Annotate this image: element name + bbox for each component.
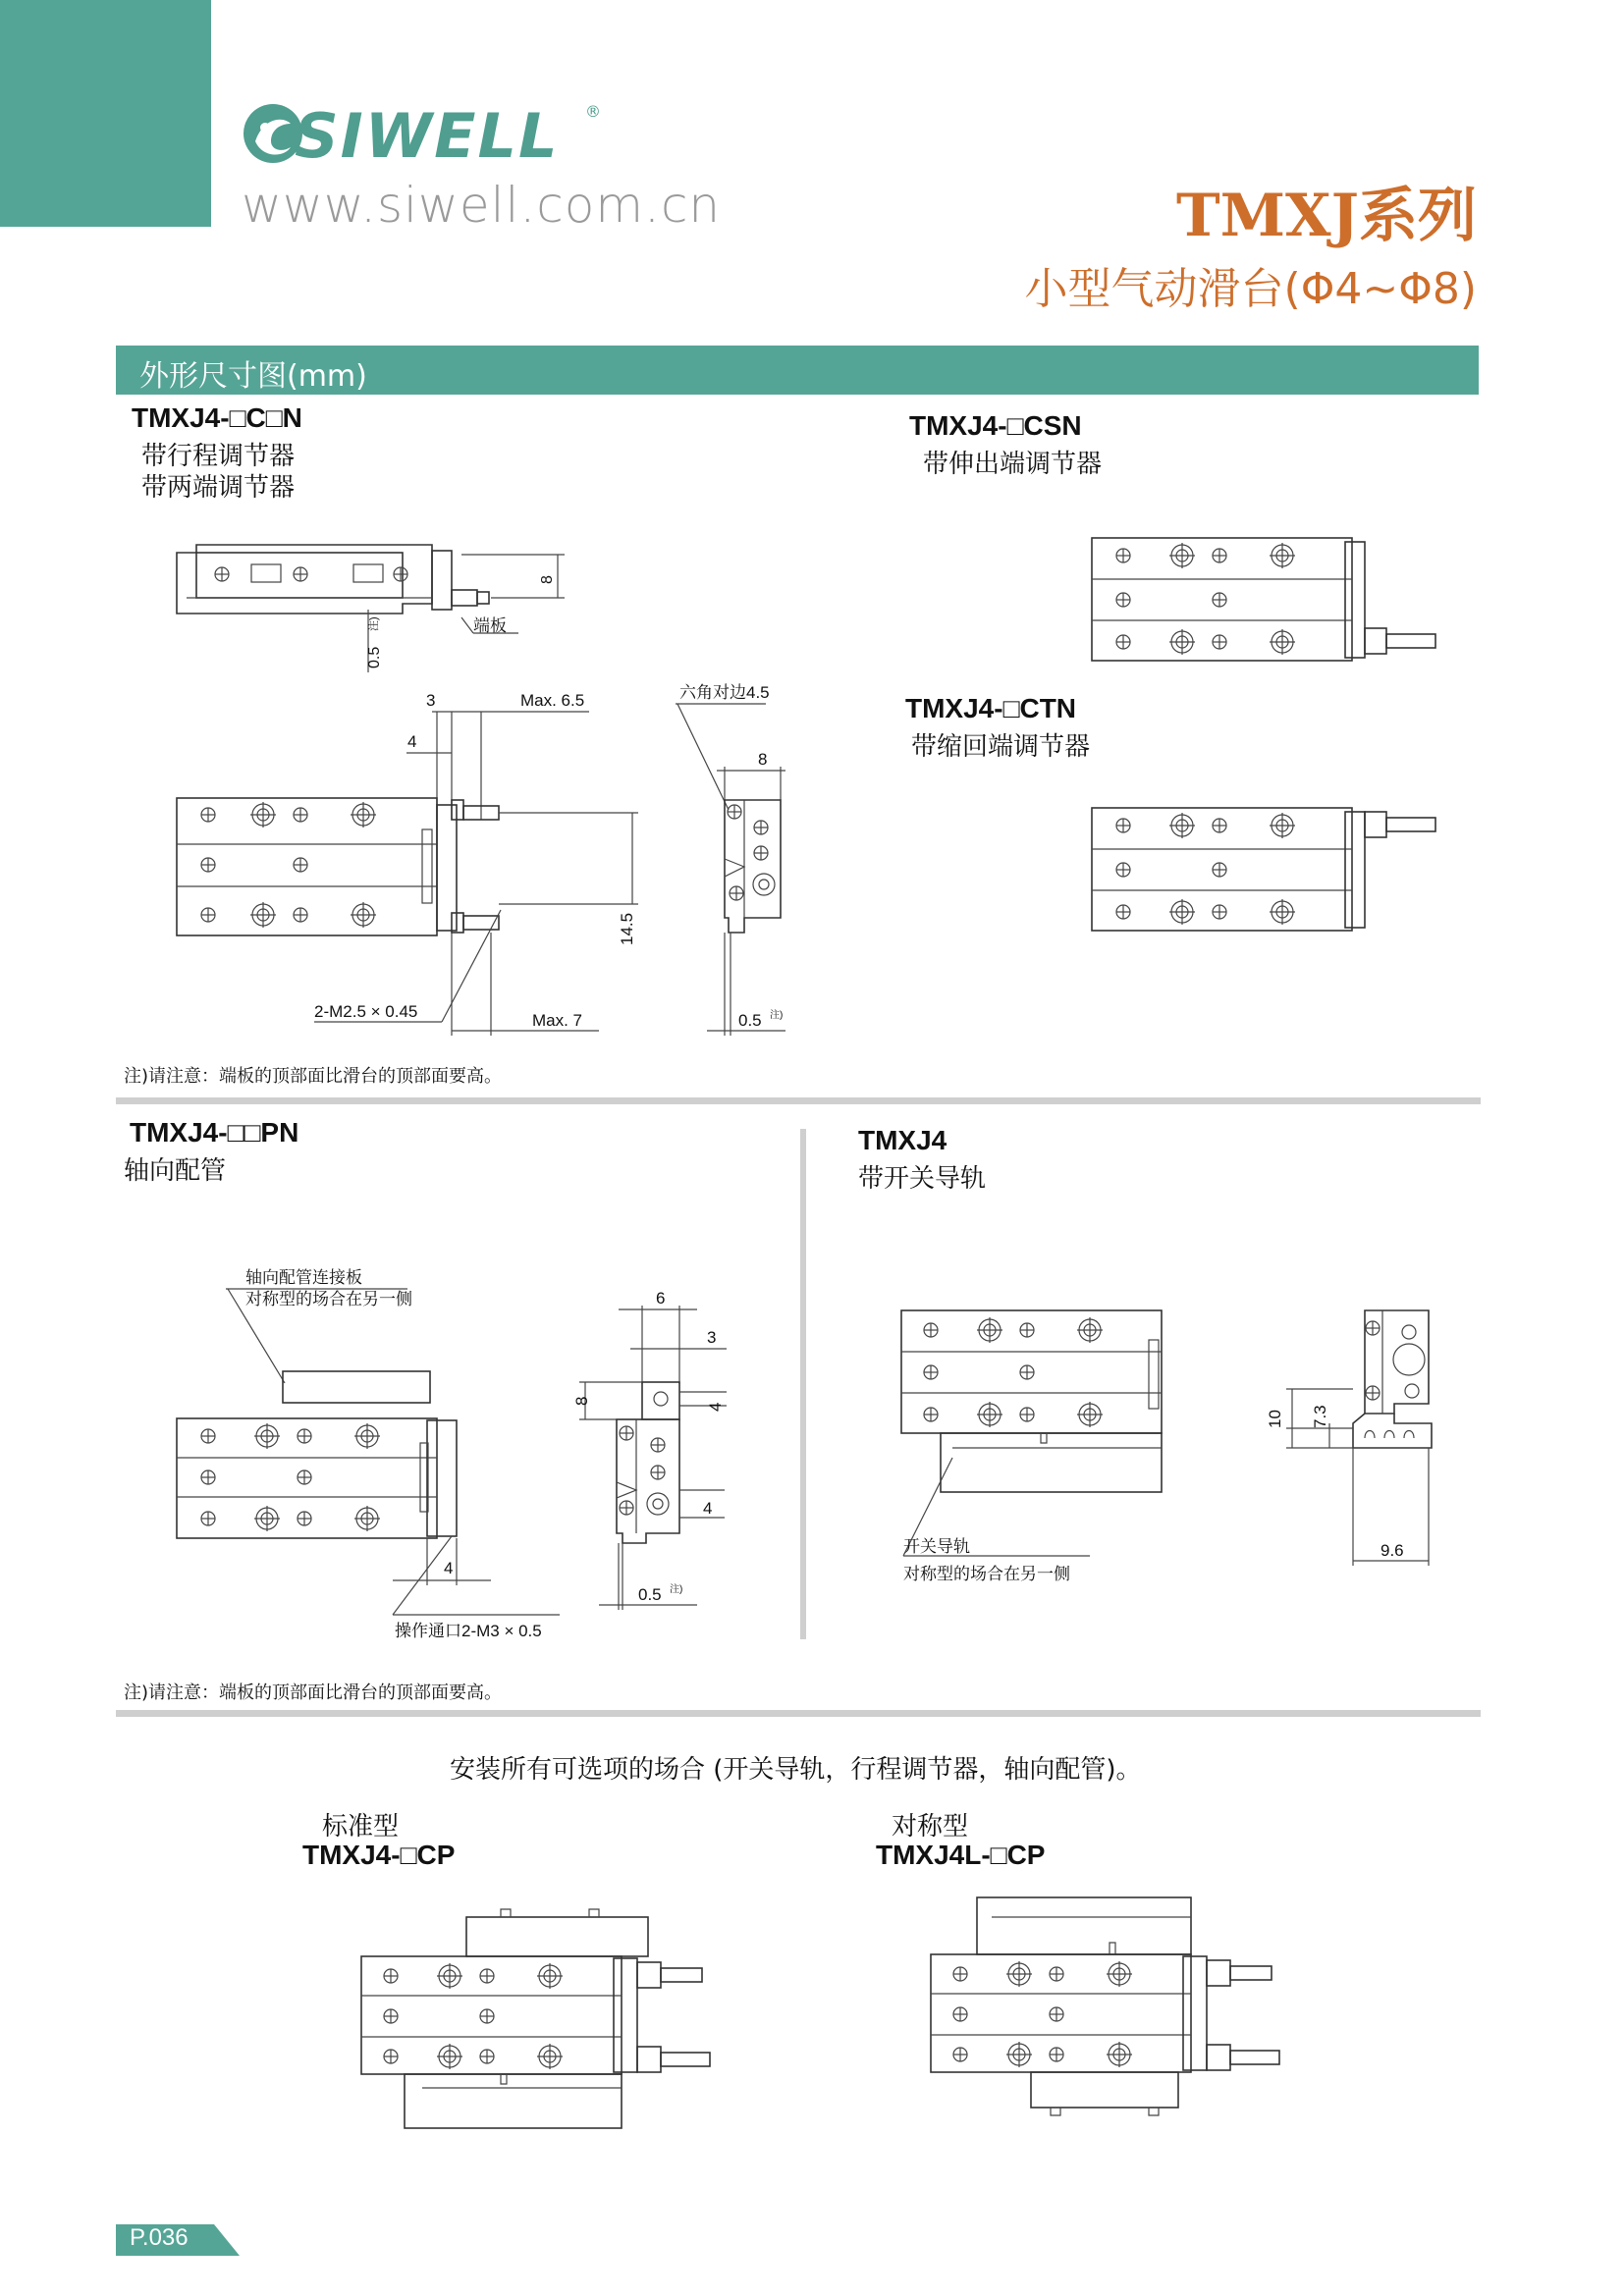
block4-dim-05: 0.5 <box>638 1585 662 1604</box>
block1-dim-05: 0.5 <box>366 646 383 668</box>
block5-model: TMXJ4 <box>858 1125 947 1155</box>
block4-port-label: 操作通口2-M3 × 0.5 <box>395 1622 542 1640</box>
block1-note-mark: 注) <box>368 616 380 631</box>
all-options-caption: 安装所有可选项的场合 (开关导轨，行程调节器，轴向配管)。 <box>450 1755 1142 1785</box>
block4-sym-label: 对称型的场合在另一侧 <box>245 1290 412 1308</box>
block3-model: TMXJ4-□CTN <box>905 693 1077 723</box>
standard-type-label: 标准型 <box>322 1812 400 1842</box>
block4-top-view <box>167 1261 560 1654</box>
block5-top-view <box>884 1301 1178 1595</box>
block4-model: TMXJ4-□□PN <box>130 1117 299 1148</box>
standard-drawing <box>353 1899 727 2145</box>
block5-dim-73: 7.3 <box>1311 1405 1329 1428</box>
series-title: TMXJ系列 <box>1175 182 1477 250</box>
divider-rule-2 <box>116 1710 1481 1717</box>
divider-rule-1 <box>116 1097 1481 1104</box>
block5-rail-label: 开关导轨 <box>903 1537 970 1556</box>
block4-dim-8: 8 <box>572 1396 591 1406</box>
block4-dim-3: 3 <box>707 1328 717 1347</box>
symmetric-model: TMXJ4L-□CP <box>876 1840 1046 1870</box>
block1-thread: 2-M2.5 × 0.45 <box>314 1002 418 1021</box>
block1-dim-8: 8 <box>539 575 556 584</box>
block4-dim-4a: 4 <box>444 1559 454 1577</box>
series-subtitle: 小型气动滑台(Φ4~Φ8) <box>1024 264 1477 314</box>
block4-dim-4b: 4 <box>706 1402 725 1412</box>
block5-desc: 带开关导轨 <box>858 1164 987 1194</box>
block4-end-view <box>560 1276 736 1649</box>
header-teal-block <box>0 0 211 227</box>
block1-end-plate-label: 端板 <box>473 616 507 635</box>
block1-dim-3: 3 <box>426 691 436 710</box>
block1-dim-05b: 0.5 <box>738 1011 762 1030</box>
block5-sym-label: 对称型的场合在另一侧 <box>903 1565 1070 1583</box>
block5-dim-10: 10 <box>1266 1410 1284 1428</box>
block1-model: TMXJ4-□C□N <box>132 402 302 433</box>
section-header <box>116 346 1479 395</box>
block1-dim-145: 14.5 <box>618 912 636 945</box>
block1-note: 注)请注意：端板的顶部面比滑台的顶部面要高。 <box>124 1066 503 1087</box>
website-url[interactable]: www.siwell.com.cn <box>242 177 722 234</box>
block2-desc: 带伸出端调节器 <box>923 450 1103 479</box>
block5-end-view <box>1257 1301 1453 1585</box>
registered-mark: ® <box>585 102 601 121</box>
block4-dim-4c: 4 <box>703 1499 713 1518</box>
vertical-divider <box>800 1129 806 1639</box>
block1-note-mark-b: 注) <box>770 1010 784 1021</box>
block1-dim-8b: 8 <box>758 750 768 769</box>
block4-dim-6: 6 <box>656 1289 666 1308</box>
block4-note-mark: 注) <box>670 1584 683 1595</box>
block1-hex: 六角对边4.5 <box>679 683 770 702</box>
block2-top-view <box>1080 530 1453 667</box>
block1-desc1: 带行程调节器 <box>141 442 296 471</box>
note-2: 注)请注意：端板的顶部面比滑台的顶部面要高。 <box>124 1682 503 1703</box>
block4-desc: 轴向配管 <box>124 1156 227 1186</box>
block3-desc: 带缩回端调节器 <box>911 732 1091 762</box>
brand-name: SIWELL <box>295 100 560 172</box>
block1-max-7: Max. 7 <box>532 1011 583 1030</box>
block1-dim-4: 4 <box>407 732 417 751</box>
block3-top-view <box>1080 800 1453 937</box>
block1-end-view <box>668 682 825 1055</box>
block5-dim-96: 9.6 <box>1380 1541 1404 1560</box>
block1-max-65: Max. 6.5 <box>520 691 585 710</box>
standard-model: TMXJ4-□CP <box>302 1840 456 1870</box>
block1-top-view <box>167 682 658 1055</box>
block2-model: TMXJ4-□CSN <box>909 410 1082 441</box>
page-number: P.036 <box>130 2224 189 2251</box>
block4-plate-label: 轴向配管连接板 <box>245 1268 362 1287</box>
block1-side-view <box>167 535 599 692</box>
block1-desc2: 带两端调节器 <box>141 473 296 503</box>
symmetric-type-label: 对称型 <box>892 1812 969 1842</box>
symmetric-drawing <box>923 1890 1296 2145</box>
section-title: 外形尺寸图(mm) <box>139 359 367 394</box>
